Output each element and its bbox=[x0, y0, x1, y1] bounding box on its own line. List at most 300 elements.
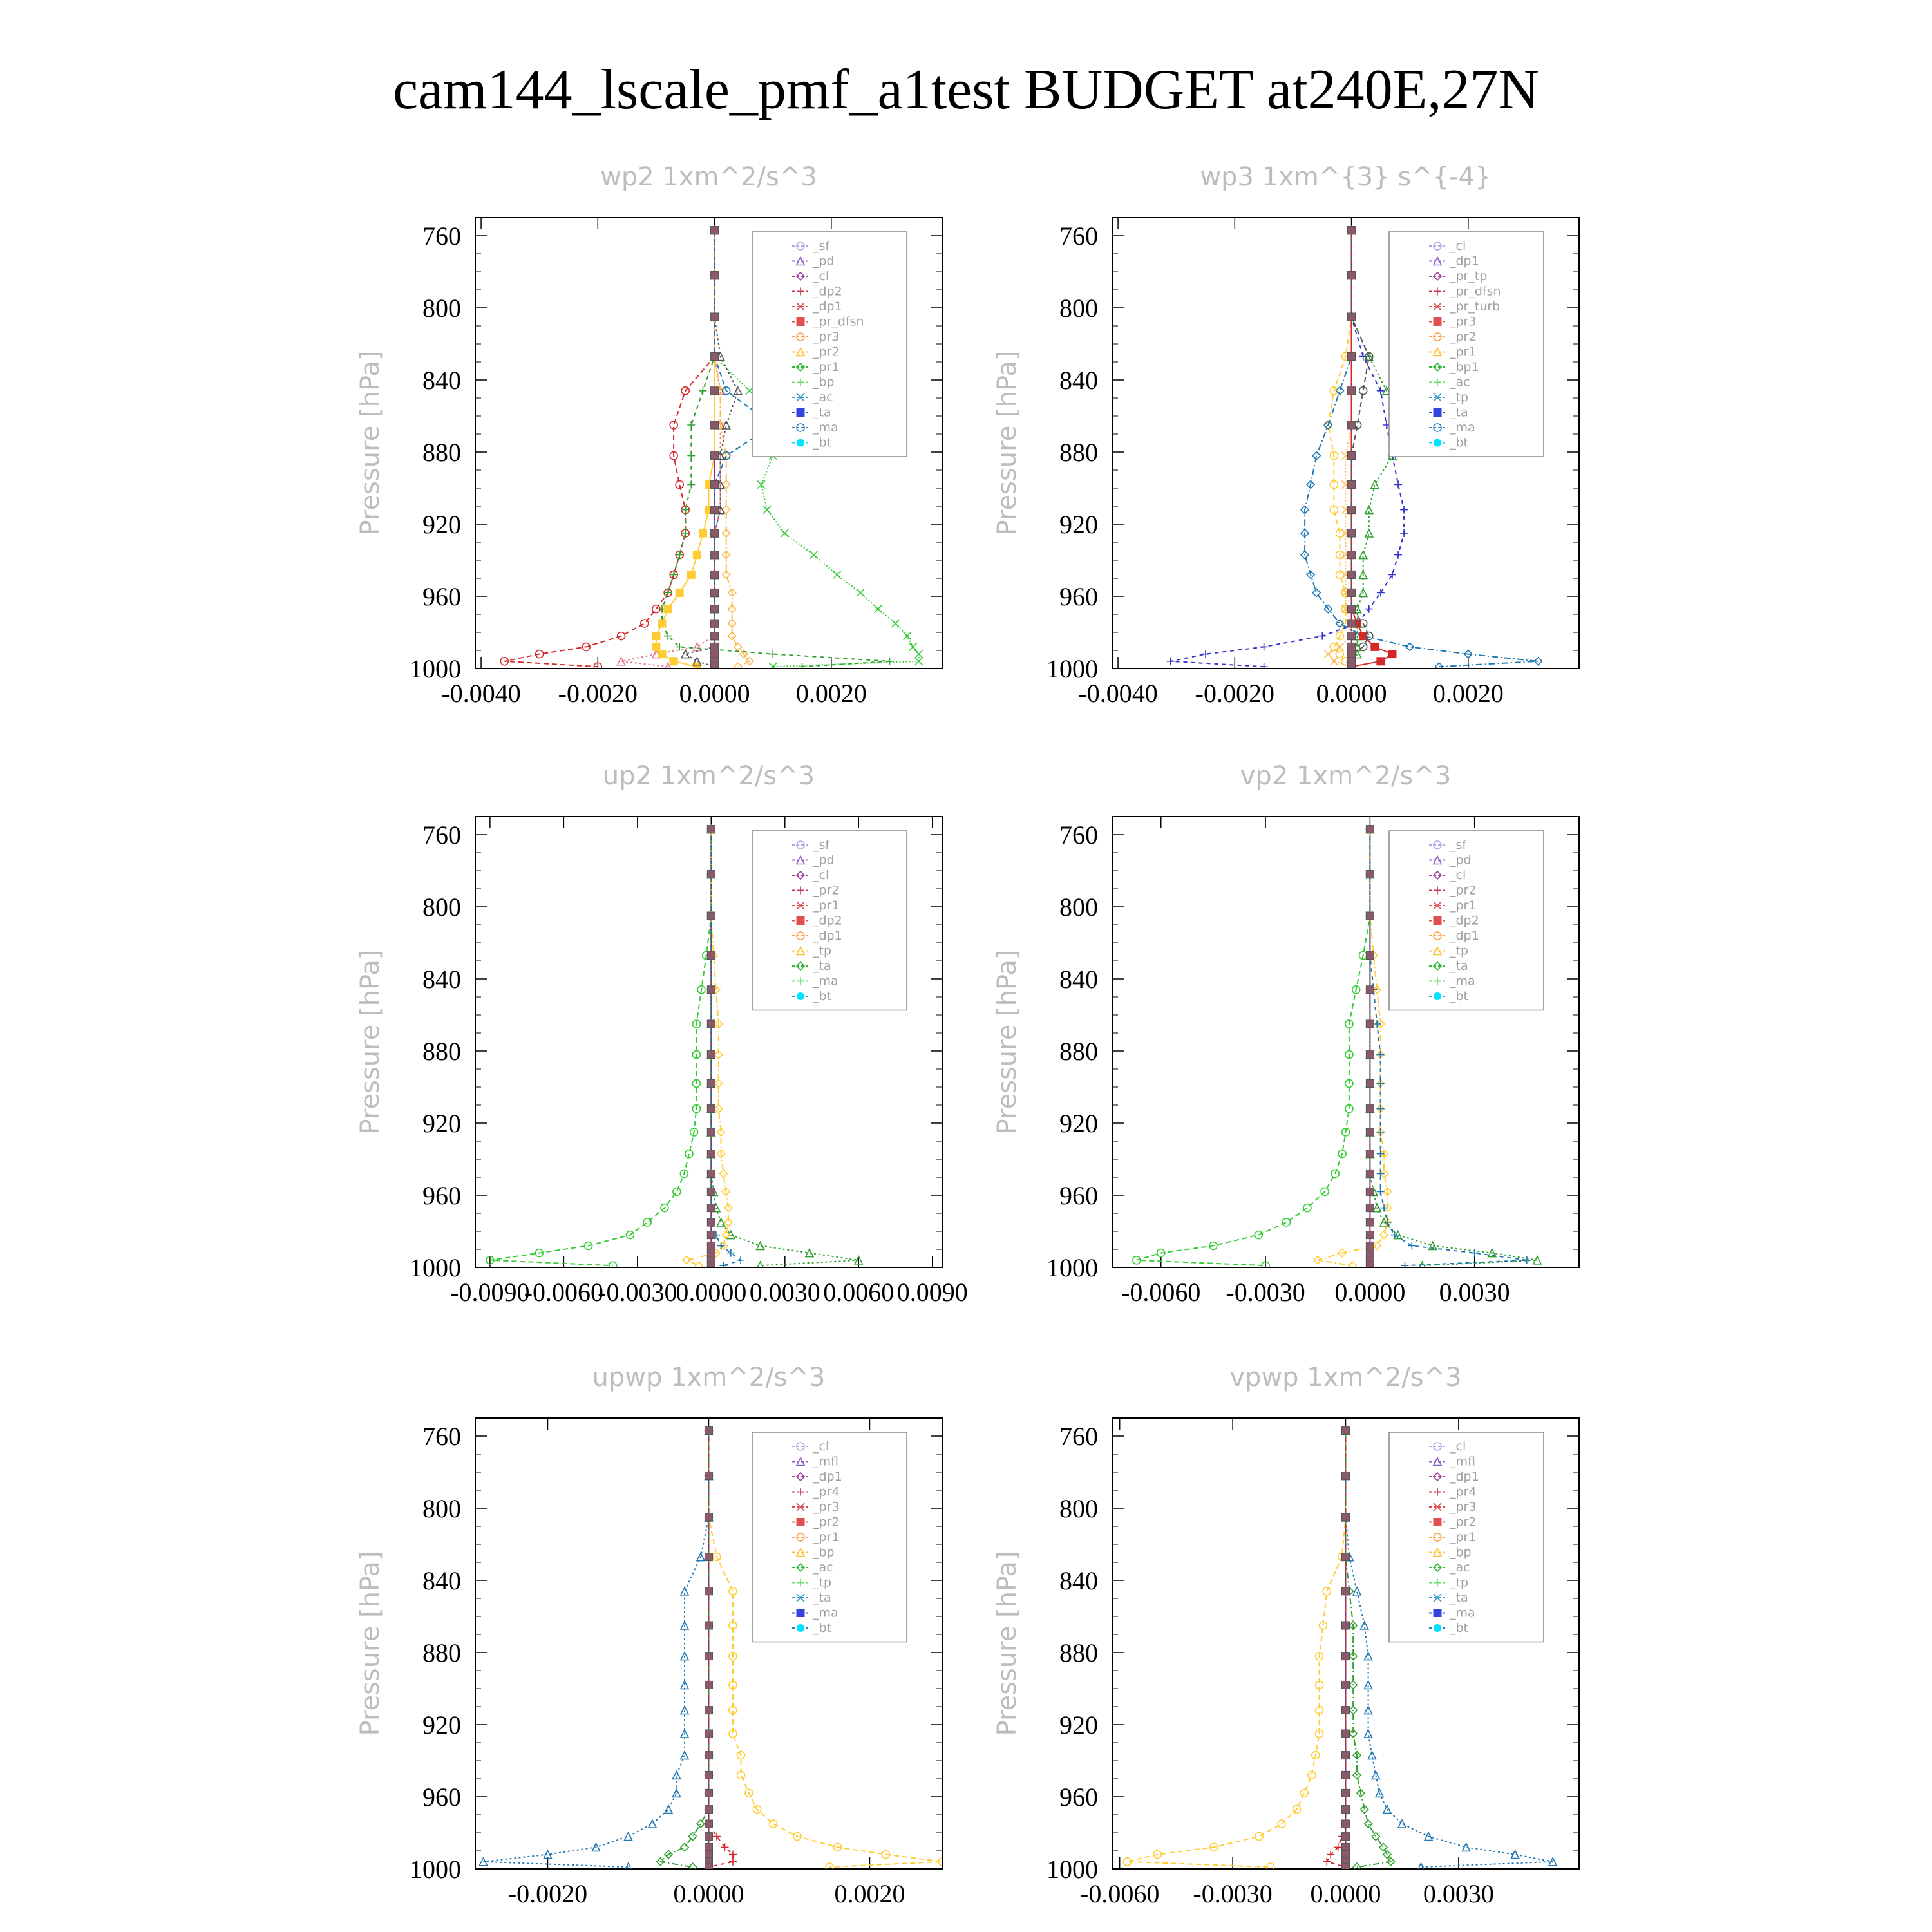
y-tick-label: 1000 bbox=[1046, 654, 1098, 683]
legend-item-label: _pr3 bbox=[1450, 1500, 1477, 1514]
data-point-pr3 bbox=[693, 663, 701, 670]
y-tick-label: 800 bbox=[1059, 893, 1098, 922]
zero-stack-marker bbox=[1342, 1771, 1350, 1779]
zero-stack-marker bbox=[1366, 1150, 1374, 1158]
legend-item-label: _pr3 bbox=[813, 1500, 840, 1514]
y-tick-label: 1000 bbox=[410, 654, 461, 683]
zero-stack-marker bbox=[707, 1188, 715, 1195]
data-point-pr2 bbox=[1324, 650, 1332, 658]
y-axis-label: Pressure [hPa] bbox=[992, 1551, 1022, 1736]
data-point-bp bbox=[1379, 1843, 1387, 1851]
data-point-pr4 bbox=[1327, 1851, 1334, 1859]
zero-stack-marker bbox=[1342, 1472, 1350, 1480]
legend-item-label: _ac bbox=[1450, 375, 1470, 390]
y-tick-label: 760 bbox=[422, 222, 461, 251]
data-point-tp bbox=[665, 1806, 672, 1814]
data-point-pr1 bbox=[769, 650, 777, 658]
zero-stack-marker bbox=[1342, 1553, 1350, 1561]
y-axis-label: Pressure [hPa] bbox=[992, 949, 1022, 1135]
x-tick-label: -0.0020 bbox=[558, 679, 638, 708]
data-point-bp bbox=[781, 529, 788, 537]
series-line-pr1 bbox=[1127, 1431, 1345, 1868]
y-tick-label: 920 bbox=[422, 1109, 461, 1138]
zero-stack-marker bbox=[705, 1587, 713, 1595]
legend-item-label: _pr_turb bbox=[1450, 299, 1501, 314]
data-point-pr3 bbox=[687, 571, 695, 578]
zero-stack-marker bbox=[707, 986, 715, 994]
panel-vp2 bbox=[992, 761, 1579, 1307]
legend-marker bbox=[1434, 1519, 1441, 1526]
data-point-bp bbox=[681, 1843, 688, 1851]
legend-marker bbox=[797, 409, 804, 417]
legend-marker bbox=[797, 1609, 804, 1617]
legend-item-label: _bp bbox=[813, 375, 835, 390]
zero-stack-marker bbox=[1348, 480, 1356, 488]
legend-item-label: _bp bbox=[1450, 1545, 1472, 1560]
data-point-bp bbox=[857, 589, 864, 596]
x-tick-label: 0.0000 bbox=[676, 1278, 747, 1307]
legend-item-label: _tp bbox=[813, 943, 832, 958]
zero-stack-marker bbox=[711, 643, 719, 650]
x-tick-label: 0.0030 bbox=[749, 1278, 820, 1307]
zero-stack-marker bbox=[707, 1105, 715, 1113]
zero-stack-marker bbox=[705, 1553, 713, 1561]
y-tick-label: 760 bbox=[1059, 222, 1098, 251]
zero-stack-marker bbox=[1348, 589, 1356, 596]
y-axis-label: Pressure [hPa] bbox=[355, 949, 385, 1135]
panel-vpwp bbox=[992, 1363, 1579, 1908]
zero-stack-marker bbox=[707, 1128, 715, 1136]
x-tick-label: -0.0030 bbox=[1226, 1278, 1305, 1307]
data-point-tp bbox=[1408, 1242, 1416, 1249]
data-point-pr1 bbox=[1349, 1262, 1356, 1269]
data-point-bp bbox=[763, 506, 771, 514]
panel-title: upwp 1xm^2/s^3 bbox=[592, 1363, 826, 1392]
data-point-ta bbox=[1394, 480, 1402, 488]
zero-stack-marker bbox=[707, 826, 715, 833]
zero-stack-marker bbox=[707, 912, 715, 920]
y-tick-label: 920 bbox=[1059, 1710, 1098, 1739]
legend-item-label: _pr_dfsn bbox=[1450, 284, 1501, 299]
zero-stack-marker bbox=[711, 632, 719, 640]
zero-stack-marker bbox=[707, 1218, 715, 1226]
series-line-ta bbox=[1171, 231, 1405, 667]
legend-marker bbox=[1434, 1609, 1441, 1617]
zero-stack-marker bbox=[1348, 620, 1356, 627]
legend-item-label: _tp bbox=[1450, 943, 1469, 958]
data-point-pr1 bbox=[1380, 1231, 1388, 1239]
zero-stack-marker bbox=[1366, 1170, 1374, 1177]
y-tick-label: 960 bbox=[422, 1783, 461, 1812]
data-point-pr2 bbox=[1336, 643, 1343, 650]
data-point-pr3 bbox=[658, 650, 666, 658]
legend-item-label: _cl bbox=[1450, 868, 1466, 882]
legend-marker bbox=[1434, 439, 1441, 447]
y-tick-label: 960 bbox=[1059, 582, 1098, 611]
legend-item-label: _dp2 bbox=[813, 284, 842, 299]
data-point-pr3 bbox=[1388, 650, 1396, 658]
series-line-pr2 bbox=[1328, 231, 1351, 667]
panel-title: wp3 1xm^{3} s^{-4} bbox=[1200, 162, 1492, 192]
legend-item-label: _bt bbox=[1450, 435, 1469, 450]
zero-stack-marker bbox=[1348, 421, 1356, 429]
y-tick-label: 960 bbox=[422, 1181, 461, 1210]
legend-item-label: _dp1 bbox=[813, 1470, 842, 1484]
y-tick-label: 760 bbox=[422, 1422, 461, 1451]
data-point-pr2 bbox=[734, 643, 742, 650]
panel-title: wp2 1xm^2/s^3 bbox=[600, 162, 817, 192]
y-tick-label: 920 bbox=[422, 510, 461, 539]
legend-item-label: _tp bbox=[1450, 1575, 1469, 1590]
legend-item-label: _sf bbox=[813, 838, 830, 852]
zero-stack-marker bbox=[1348, 632, 1356, 640]
legend-item-label: _bt bbox=[813, 435, 832, 450]
zero-stack-marker bbox=[1366, 871, 1374, 878]
legend-item-label: _ta bbox=[813, 405, 831, 420]
legend-item-label: _ta bbox=[813, 959, 831, 973]
y-tick-label: 800 bbox=[1059, 1494, 1098, 1523]
data-point-dp1 bbox=[1283, 1218, 1291, 1226]
legend-marker bbox=[797, 318, 804, 326]
data-point-tp bbox=[1377, 1051, 1385, 1059]
legend-item-label: _pr2 bbox=[813, 345, 840, 359]
zero-stack-marker bbox=[1348, 663, 1356, 670]
data-point-tp bbox=[737, 1256, 744, 1264]
panel-up2 bbox=[355, 761, 968, 1307]
series-line-dp1 bbox=[1137, 829, 1370, 1266]
zero-stack-marker bbox=[1348, 387, 1356, 395]
x-tick-label: 0.0060 bbox=[823, 1278, 895, 1307]
legend-item-label: _sf bbox=[1450, 838, 1467, 852]
legend-item-label: _pr_dfsn bbox=[813, 314, 864, 329]
y-tick-label: 920 bbox=[422, 1710, 461, 1739]
zero-stack-marker bbox=[705, 1622, 713, 1629]
data-point-tp bbox=[719, 1262, 727, 1269]
zero-stack-marker bbox=[707, 1231, 715, 1239]
legend-marker bbox=[1434, 917, 1441, 925]
legend-item-label: _pr2 bbox=[1450, 883, 1477, 898]
data-point-tp bbox=[1377, 1128, 1385, 1136]
data-point-pr1 bbox=[699, 387, 706, 395]
legend-item-label: _pr4 bbox=[1450, 1484, 1477, 1499]
legend-item-label: _ma bbox=[813, 421, 838, 435]
legend-item-label: _cl bbox=[1450, 1439, 1466, 1454]
zero-stack-marker bbox=[1348, 529, 1356, 537]
data-point-pr1 bbox=[1336, 650, 1343, 658]
data-point-dp1 bbox=[1303, 1204, 1311, 1212]
series-line-pr4 bbox=[709, 1431, 734, 1868]
legend-item-label: _pr2 bbox=[813, 1515, 840, 1530]
x-tick-label: -0.0040 bbox=[441, 679, 521, 708]
zero-stack-marker bbox=[705, 1707, 713, 1714]
legend-marker bbox=[797, 1519, 804, 1526]
zero-stack-marker bbox=[1342, 1653, 1350, 1660]
y-tick-label: 880 bbox=[1059, 1037, 1098, 1066]
zero-stack-marker bbox=[711, 387, 719, 395]
y-tick-label: 840 bbox=[422, 366, 461, 395]
legend-item-label: _cl bbox=[813, 868, 829, 882]
y-tick-label: 840 bbox=[1059, 965, 1098, 994]
y-tick-label: 1000 bbox=[410, 1855, 461, 1884]
legend-item-label: _pr2 bbox=[813, 883, 840, 898]
data-point-pr3 bbox=[676, 589, 683, 596]
x-tick-label: 0.0020 bbox=[1432, 679, 1504, 708]
data-point-bp bbox=[892, 620, 900, 627]
series-line-pr1 bbox=[1328, 231, 1351, 667]
legend-item-label: _pr1 bbox=[813, 1530, 840, 1544]
data-point-pr3 bbox=[670, 658, 677, 665]
zero-stack-marker bbox=[711, 272, 719, 279]
zero-stack-marker bbox=[1366, 826, 1374, 833]
x-tick-label: 0.0000 bbox=[679, 679, 750, 708]
y-axis-label: Pressure [hPa] bbox=[992, 350, 1022, 536]
data-point-bp bbox=[909, 643, 917, 650]
y-tick-label: 760 bbox=[1059, 1422, 1098, 1451]
legend-item-label: _ta bbox=[1450, 405, 1468, 420]
zero-stack-marker bbox=[1342, 1707, 1350, 1714]
zero-stack-marker bbox=[1348, 643, 1356, 650]
zero-stack-marker bbox=[1342, 1681, 1350, 1689]
zero-stack-marker bbox=[711, 589, 719, 596]
legend-item-label: _bp1 bbox=[1450, 360, 1479, 374]
y-tick-label: 840 bbox=[1059, 366, 1098, 395]
data-point-ta bbox=[1400, 529, 1408, 537]
zero-stack-marker bbox=[711, 506, 719, 514]
data-point-dp1 bbox=[673, 1188, 681, 1195]
x-tick-label: -0.0030 bbox=[1193, 1879, 1273, 1908]
x-tick-label: 0.0090 bbox=[896, 1278, 968, 1307]
zero-stack-marker bbox=[1342, 1622, 1350, 1629]
data-point-bp bbox=[1372, 1833, 1379, 1841]
zero-stack-marker bbox=[1342, 1820, 1350, 1828]
zero-stack-marker bbox=[705, 1681, 713, 1689]
zero-stack-marker bbox=[1342, 1789, 1350, 1797]
zero-stack-marker bbox=[711, 353, 719, 361]
x-tick-label: -0.0020 bbox=[1195, 679, 1274, 708]
data-point-pr1 bbox=[799, 663, 806, 670]
legend-item-label: _pd bbox=[813, 853, 835, 867]
zero-stack-marker bbox=[1366, 1249, 1374, 1257]
data-point-tp bbox=[1377, 1105, 1385, 1113]
data-point-tp bbox=[1377, 1188, 1385, 1195]
data-point-pr2 bbox=[723, 571, 730, 578]
y-tick-label: 760 bbox=[422, 820, 461, 849]
zero-stack-marker bbox=[711, 620, 719, 627]
zero-stack-marker bbox=[705, 1472, 713, 1480]
legend-item-label: _cl bbox=[813, 269, 829, 283]
zero-stack-marker bbox=[1366, 1218, 1374, 1226]
data-point-pr1 bbox=[687, 421, 695, 429]
zero-stack-marker bbox=[707, 1242, 715, 1249]
figure-title: cam144_lscale_pmf_a1test BUDGET at240E,27N bbox=[393, 59, 1539, 121]
legend-item-label: _pr3 bbox=[1450, 314, 1477, 329]
legend-item-label: _ac bbox=[813, 390, 833, 404]
legend-item-label: _pr4 bbox=[813, 1484, 840, 1499]
series-line-bt bbox=[685, 231, 738, 667]
legend-item-label: _pd bbox=[813, 254, 835, 269]
data-point-pr3 bbox=[1371, 643, 1379, 650]
series-line-pr4 bbox=[1327, 1431, 1345, 1868]
legend-marker bbox=[1434, 318, 1441, 326]
x-tick-label: 0.0000 bbox=[1316, 679, 1387, 708]
legend-marker bbox=[797, 1624, 804, 1632]
legend-item-label: _ta bbox=[813, 1591, 831, 1605]
x-tick-label: 0.0000 bbox=[673, 1879, 744, 1908]
zero-stack-marker bbox=[1348, 571, 1356, 578]
data-point-ta bbox=[1400, 506, 1408, 514]
zero-stack-marker bbox=[1342, 1730, 1350, 1738]
zero-stack-marker bbox=[1366, 1262, 1374, 1269]
x-tick-label: -0.0060 bbox=[524, 1278, 604, 1307]
series-line-pr1 bbox=[1318, 829, 1387, 1266]
legend-item-label: _dp1 bbox=[1450, 1470, 1479, 1484]
legend-marker bbox=[797, 439, 804, 447]
zero-stack-marker bbox=[707, 1079, 715, 1087]
zero-stack-marker bbox=[705, 1863, 713, 1871]
zero-stack-marker bbox=[705, 1806, 713, 1814]
y-tick-label: 800 bbox=[422, 1494, 461, 1523]
data-point-bp1 bbox=[1371, 480, 1379, 488]
data-point-ta bbox=[1167, 658, 1175, 665]
panel-upwp bbox=[355, 1363, 946, 1908]
zero-stack-marker bbox=[1348, 650, 1356, 658]
zero-stack-marker bbox=[705, 1730, 713, 1738]
zero-stack-marker bbox=[705, 1427, 713, 1435]
series-line-dp1 bbox=[621, 231, 721, 667]
data-point-pr3 bbox=[699, 529, 706, 537]
zero-stack-marker bbox=[707, 1150, 715, 1158]
data-point-bp bbox=[904, 632, 911, 640]
legend-item-label: _ma bbox=[813, 974, 838, 989]
y-tick-label: 880 bbox=[1059, 1638, 1098, 1667]
zero-stack-marker bbox=[1342, 1863, 1350, 1871]
y-tick-label: 1000 bbox=[1046, 1855, 1098, 1884]
zero-stack-marker bbox=[1366, 986, 1374, 994]
zero-stack-marker bbox=[711, 227, 719, 234]
legend-item-label: _pr3 bbox=[813, 330, 840, 344]
series-line-tp bbox=[711, 829, 741, 1266]
legend-item-label: _mfl bbox=[813, 1454, 838, 1469]
zero-stack-marker bbox=[705, 1851, 713, 1859]
zero-stack-marker bbox=[1348, 313, 1356, 321]
y-tick-label: 960 bbox=[422, 582, 461, 611]
data-point-pr3 bbox=[658, 620, 666, 627]
zero-stack-marker bbox=[1366, 1079, 1374, 1087]
zero-stack-marker bbox=[1342, 1587, 1350, 1595]
zero-stack-marker bbox=[1366, 1242, 1374, 1249]
legend-item-label: _pr1 bbox=[1450, 1530, 1477, 1544]
data-point-pr4 bbox=[1323, 1858, 1331, 1866]
legend-item-label: _bp bbox=[813, 1545, 835, 1560]
x-tick-label: 0.0000 bbox=[1334, 1278, 1406, 1307]
zero-stack-marker bbox=[1342, 1427, 1350, 1435]
data-point-tp bbox=[625, 1863, 632, 1871]
zero-stack-marker bbox=[707, 952, 715, 960]
zero-stack-marker bbox=[1366, 1105, 1374, 1113]
x-tick-label: -0.0060 bbox=[1080, 1879, 1160, 1908]
zero-stack-marker bbox=[1342, 1851, 1350, 1859]
zero-stack-marker bbox=[1348, 452, 1356, 460]
zero-stack-marker bbox=[711, 605, 719, 613]
y-tick-label: 880 bbox=[1059, 438, 1098, 467]
legend-item-label: _pr1 bbox=[813, 360, 840, 374]
panel-wp3 bbox=[992, 162, 1579, 708]
legend-item-label: _bt bbox=[813, 1621, 832, 1635]
y-tick-label: 800 bbox=[422, 893, 461, 922]
zero-stack-marker bbox=[1348, 272, 1356, 279]
legend-item-label: _dp2 bbox=[813, 913, 842, 928]
zero-stack-marker bbox=[1348, 605, 1356, 613]
legend-item-label: _ta bbox=[1450, 959, 1468, 973]
data-point-ta bbox=[1260, 663, 1268, 670]
data-point-ta bbox=[1202, 650, 1209, 658]
y-axis-label: Pressure [hPa] bbox=[355, 1551, 385, 1736]
legend-item-label: _ma bbox=[1450, 974, 1475, 989]
x-tick-label: 0.0020 bbox=[834, 1879, 905, 1908]
zero-stack-marker bbox=[1348, 353, 1356, 361]
y-tick-label: 880 bbox=[422, 438, 461, 467]
series-line-pr1 bbox=[687, 829, 728, 1266]
y-tick-label: 880 bbox=[422, 1037, 461, 1066]
zero-stack-marker bbox=[707, 1249, 715, 1257]
data-point-ta bbox=[1260, 643, 1268, 650]
legend-item-label: _dp1 bbox=[813, 929, 842, 943]
data-point-tp bbox=[1377, 1079, 1385, 1087]
zero-stack-marker bbox=[707, 871, 715, 878]
zero-stack-marker bbox=[705, 1513, 713, 1521]
data-point-bp bbox=[769, 663, 777, 670]
data-point-tp bbox=[1401, 1262, 1408, 1269]
zero-stack-marker bbox=[705, 1789, 713, 1797]
legend-item-label: _tp bbox=[1450, 390, 1469, 404]
data-point-bp bbox=[697, 1820, 705, 1828]
zero-stack-marker bbox=[707, 1170, 715, 1177]
zero-stack-marker bbox=[711, 313, 719, 321]
data-point-pr3 bbox=[664, 605, 672, 613]
zero-stack-marker bbox=[1342, 1806, 1350, 1814]
legend-item-label: _dp1 bbox=[813, 299, 842, 314]
data-point-pr3 bbox=[1377, 658, 1385, 665]
data-point-dp2 bbox=[757, 1242, 764, 1249]
legend-marker bbox=[797, 992, 804, 1000]
data-point-tp bbox=[1398, 1820, 1406, 1828]
zero-stack-marker bbox=[705, 1752, 713, 1759]
zero-stack-marker bbox=[1366, 1231, 1374, 1239]
data-point-pr1 bbox=[687, 452, 695, 460]
zero-stack-marker bbox=[1366, 1188, 1374, 1195]
legend-item-label: _tp bbox=[813, 1575, 832, 1590]
legend-item-label: _mfl bbox=[1450, 1454, 1475, 1469]
zero-stack-marker bbox=[1342, 1843, 1350, 1851]
series-line-dp1 bbox=[490, 829, 711, 1266]
data-point-tp bbox=[1471, 1249, 1479, 1257]
data-point-pr3 bbox=[652, 643, 660, 650]
zero-stack-marker bbox=[1366, 1204, 1374, 1212]
legend-item-label: _bt bbox=[813, 989, 832, 1003]
y-tick-label: 760 bbox=[1059, 820, 1098, 849]
legend-marker bbox=[797, 917, 804, 925]
x-tick-label: 0.0030 bbox=[1423, 1879, 1494, 1908]
legend-item-label: _bt bbox=[1450, 989, 1469, 1003]
zero-stack-marker bbox=[711, 650, 719, 658]
data-point-pr1 bbox=[1278, 1820, 1285, 1828]
zero-stack-marker bbox=[711, 480, 719, 488]
zero-stack-marker bbox=[711, 571, 719, 578]
zero-stack-marker bbox=[1366, 1128, 1374, 1136]
data-point-dp1 bbox=[643, 1218, 651, 1226]
data-point-bt bbox=[734, 387, 742, 395]
data-point-pr4 bbox=[1334, 1843, 1342, 1851]
